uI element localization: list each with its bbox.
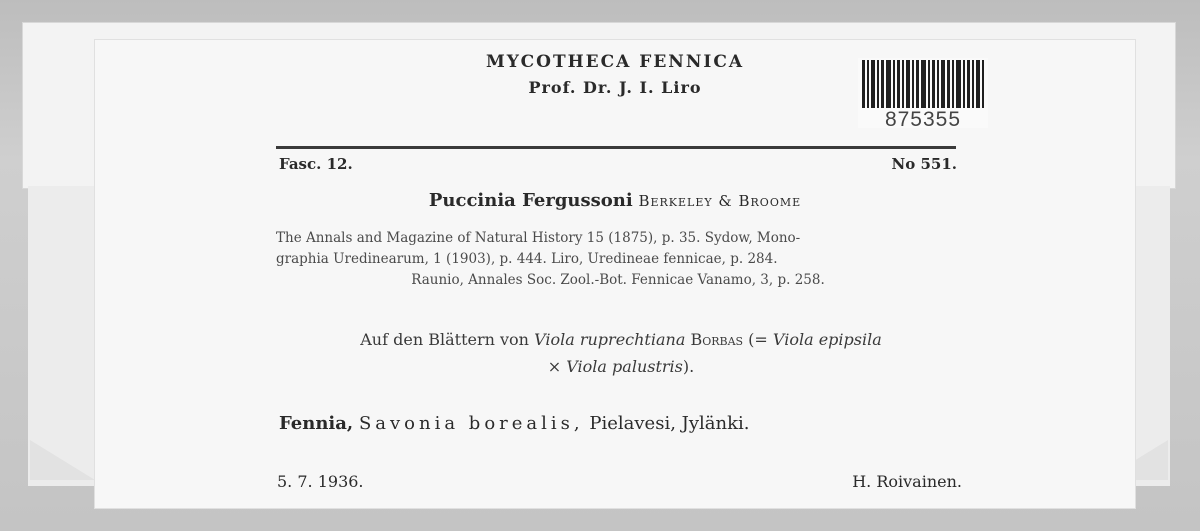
header-rule bbox=[276, 146, 956, 149]
locality bbox=[279, 413, 750, 434]
barcode-sticker bbox=[858, 58, 988, 131]
host-plant-name: Viola ruprechtiana bbox=[534, 330, 686, 349]
barcode-icon bbox=[862, 60, 984, 108]
species-author: Berkeley & Broome bbox=[638, 192, 802, 210]
host-plant-author: Borbas bbox=[690, 330, 744, 349]
host-prefix: Auf den Blättern von bbox=[360, 330, 529, 349]
species-name: Puccinia Fergussoni bbox=[428, 190, 633, 211]
locality-province: Savonia borealis, bbox=[358, 413, 584, 434]
fascicle-number: Fasc. 12. bbox=[279, 155, 353, 173]
barcode-number: 875355 bbox=[884, 108, 962, 131]
reference-line-3: Raunio, Annales Soc. Zool.-Bot. Fennicae Vanamo, 3, p. 258. bbox=[411, 272, 825, 288]
reference-line-1: The Annals and Magazine of Natural History 15 (1875), p. 35. Sydow, Mono- bbox=[276, 230, 801, 246]
locality-place: Pielavesi, Jylänki. bbox=[589, 413, 750, 434]
synonym-close: ). bbox=[682, 357, 695, 376]
literature-references bbox=[276, 228, 960, 291]
specimen-number: No 551. bbox=[891, 155, 957, 173]
reference-line-2: graphia Uredinearum, 1 (1903), p. 444. Liro, Uredineae fennicae, p. 284. bbox=[276, 251, 778, 267]
synonym-open: (= bbox=[748, 330, 768, 349]
synonym-1: Viola epipsila bbox=[772, 330, 882, 349]
collection-title: MYCOTHECA FENNICA bbox=[485, 52, 745, 72]
locality-country: Fennia, bbox=[279, 413, 354, 434]
species-heading bbox=[0, 190, 1200, 211]
collection-date: 5. 7. 1936. bbox=[277, 472, 364, 491]
collector-name: H. Roivainen. bbox=[852, 472, 962, 491]
envelope-left-fold bbox=[30, 440, 95, 480]
collection-editor: Prof. Dr. J. I. Liro bbox=[528, 78, 702, 97]
synonym-2: Viola palustris bbox=[566, 357, 683, 376]
host-plant bbox=[276, 326, 966, 380]
hybrid-sign: × bbox=[547, 357, 562, 376]
